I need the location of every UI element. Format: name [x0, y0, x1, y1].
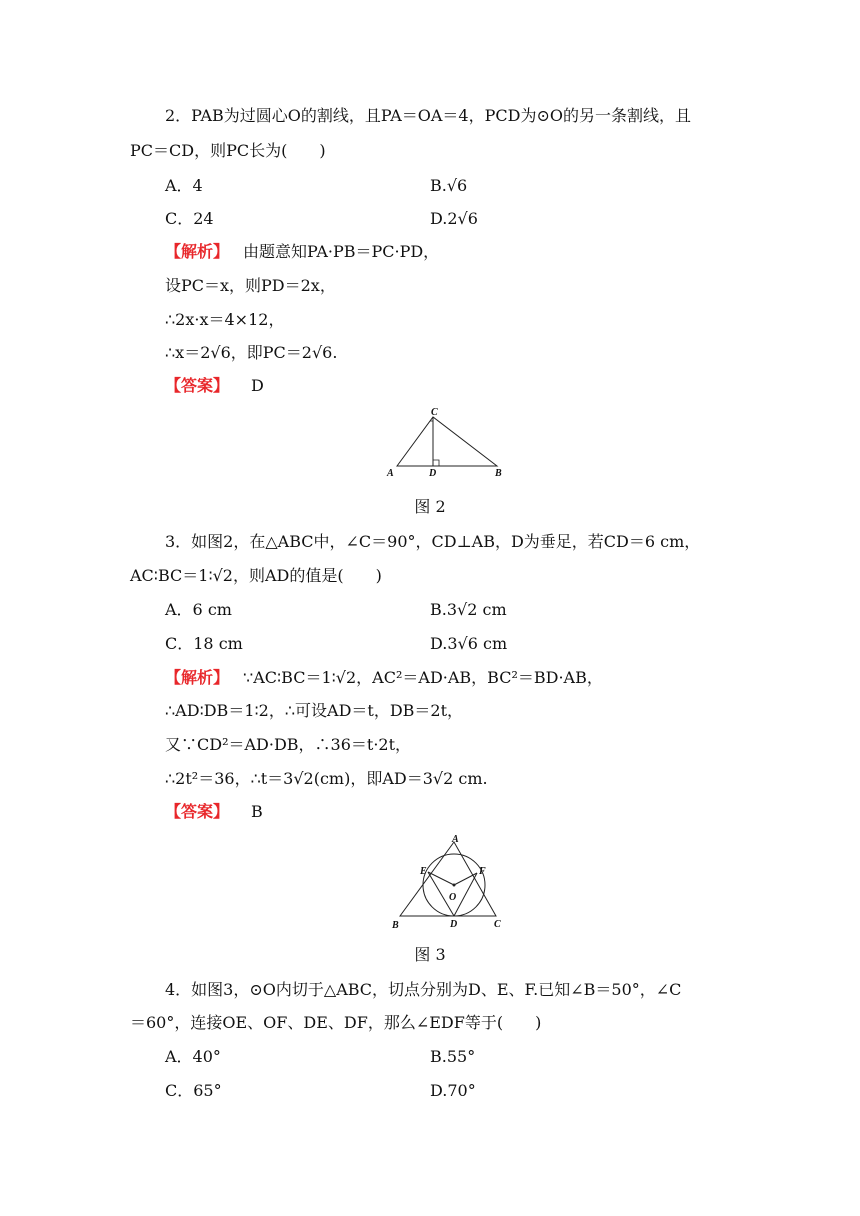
q2-solution-line1: [165, 242, 439, 262]
figure-3-incircle-triangle: [388, 832, 508, 932]
q4-stem-line2: ＝60°，连接OE、OF、DE、DF，那么∠EDF等于( ): [130, 1013, 542, 1032]
q3-option-c: C．18 cm: [165, 634, 243, 653]
figure-2-right-triangle: [380, 405, 510, 480]
q2-solution-tag: 【解析】: [165, 242, 230, 261]
q3-answer-line: [165, 802, 263, 822]
q2-stem-line1: 2．PAB为过圆心O的割线，且PA＝OA＝4，PCD为⊙O的另一条割线，且: [165, 106, 691, 125]
right-angle-mark-d: [433, 460, 439, 466]
q3-solution-line1: [165, 668, 603, 688]
q3-stem-line1: 3．如图2，在△ABC中，∠C＝90°，CD⊥AB，D为垂足，若CD＝6 cm，: [165, 532, 701, 551]
q2-solution-line2: 设PC＝x，则PD＝2x，: [165, 276, 336, 295]
q2-option-a: A．4: [165, 176, 203, 195]
q2-answer-line: [165, 376, 264, 396]
fig2-label-a: A: [387, 468, 394, 479]
figure-3-caption: 图 3: [414, 945, 446, 964]
q2-option-c: C．24: [165, 209, 214, 228]
q3-option-b: B.3√2 cm: [430, 600, 507, 619]
figure-2-caption: 图 2: [414, 497, 446, 516]
fig3-label-d: D: [450, 919, 458, 930]
q3-solution-line4: ∴2t²＝36，∴t＝3√2(cm)，即AD＝3√2 cm.: [165, 769, 488, 788]
q4-option-a: A．40°: [165, 1047, 221, 1066]
q3-option-a: A．6 cm: [165, 600, 232, 619]
q3-solution-text1: ∵AC∶BC＝1∶√2，AC²＝AD·AB，BC²＝BD·AB，: [243, 668, 603, 687]
fig3-label-a: A: [452, 834, 459, 845]
q3-solution-line2: ∴AD∶DB＝1∶2，∴可设AD＝t，DB＝2t，: [165, 701, 464, 720]
fig2-label-d: D: [429, 468, 437, 479]
q2-answer-tag: 【答案】: [165, 376, 230, 395]
fig3-label-o: O: [449, 892, 457, 903]
q2-stem-line2: PC＝CD，则PC长为( ): [130, 141, 326, 160]
q3-stem-line2: AC∶BC＝1∶√2，则AD的值是( ): [130, 566, 382, 585]
q2-option-b: B.√6: [430, 176, 468, 195]
q2-solution-line4: ∴x＝2√6，即PC＝2√6.: [165, 343, 338, 362]
q2-solution-line3: ∴2x·x＝4×12，: [165, 310, 285, 329]
fig3-label-e: E: [420, 866, 427, 877]
fig3-label-f: F: [479, 866, 486, 877]
fig3-label-c: C: [494, 919, 501, 930]
q2-solution-text1: 由题意知PA·PB＝PC·PD，: [243, 242, 440, 261]
q3-solution-line3: 又∵CD²＝AD·DB，∴36＝t·2t，: [165, 735, 412, 754]
fig2-label-c: C: [431, 407, 438, 418]
q2-answer-value: D: [251, 376, 264, 395]
q4-stem-line1: 4．如图3，⊙O内切于△ABC，切点分别为D、E、F.已知∠B＝50°，∠C: [165, 980, 682, 999]
q3-answer-value: B: [251, 802, 263, 821]
fig3-label-b: B: [392, 920, 399, 931]
q3-solution-tag: 【解析】: [165, 668, 230, 687]
triangle-abc: [397, 417, 497, 466]
q4-option-c: C．65°: [165, 1081, 222, 1100]
q4-option-d: D.70°: [430, 1081, 476, 1100]
q4-option-b: B.55°: [430, 1047, 476, 1066]
fig2-label-b: B: [495, 468, 502, 479]
q3-option-d: D.3√6 cm: [430, 634, 508, 653]
q3-answer-tag: 【答案】: [165, 802, 230, 821]
center-point-o: [453, 884, 456, 887]
q2-option-d: D.2√6: [430, 209, 478, 228]
